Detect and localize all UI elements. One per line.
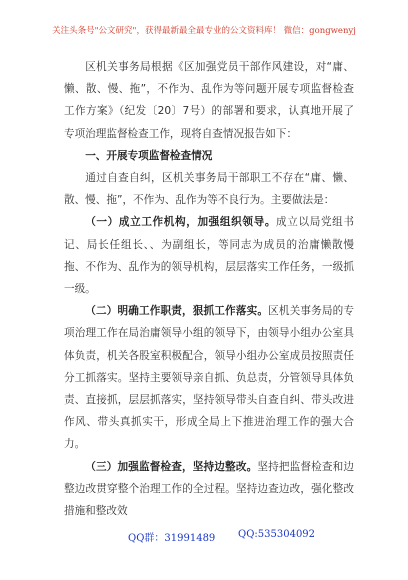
item3-paragraph	[64, 456, 354, 523]
item2-body: 区机关事务局的专项治理工作在局治庸领导小组的领导下，由领导小组办公室具体负责，机关各股室积极配合，领导小组办公室成员按照责任分工抓落实。坚持主要领导亲自抓、负总责，分管领导具体负责、直接抓，层层抓落实，坚持领导带头自查自纠、带头改进作风、带头真抓实干，形成全局上下推进治理工作的强大合力。	[64, 305, 355, 451]
footer-qq: QQ:535304092	[238, 529, 316, 540]
document-body	[64, 56, 354, 522]
section1-title: 一、开展专项监督检查情况	[85, 149, 213, 162]
item1-title: （一）成立工作机构，加强组织领导。	[85, 216, 277, 229]
item1-paragraph	[64, 211, 354, 300]
item2-title: （二）明确工作职责，狠抓工作落实。	[85, 305, 269, 318]
item2-paragraph	[64, 300, 354, 455]
footer-qq-group: QQ群：31991489	[128, 533, 216, 544]
section1-body: 通过自查自纠，区机关事务局干部职工不存在“庸、懒、散、慢、拖”，不作为、乱作为等不良行为。主要做法是：	[64, 172, 354, 207]
intro-paragraph: 区机关事务局根据《区加强党员干部作风建设，对“庸、懒、散、慢、拖”，不作为、乱作为等问题开展专项监督检查工作方案》（纪发〔20〕7号）的部署和要求，认真地开展了专项治理监督检查工作，现将自查情况报告如下：	[64, 61, 354, 140]
header-note: 关注头条号"公文研究"，获得最新最全最专业的公文资料库！ 微信：gongwenyj	[52, 26, 356, 36]
item1-body: 成立以局党组书记、局长任组长、、为副组长，等同志为成员的治庸懒散慢拖、不作为、乱作为的领导机构，层层落实工作任务，一级抓一级。	[64, 216, 355, 296]
item3-body: 坚持把监督检查和边整边改贯穿整个治理工作的全过程。坚持边查边改，强化整改措施和整改效	[64, 460, 355, 518]
item3-title: （三）加强监督检查，坚持边整改。	[85, 460, 258, 473]
